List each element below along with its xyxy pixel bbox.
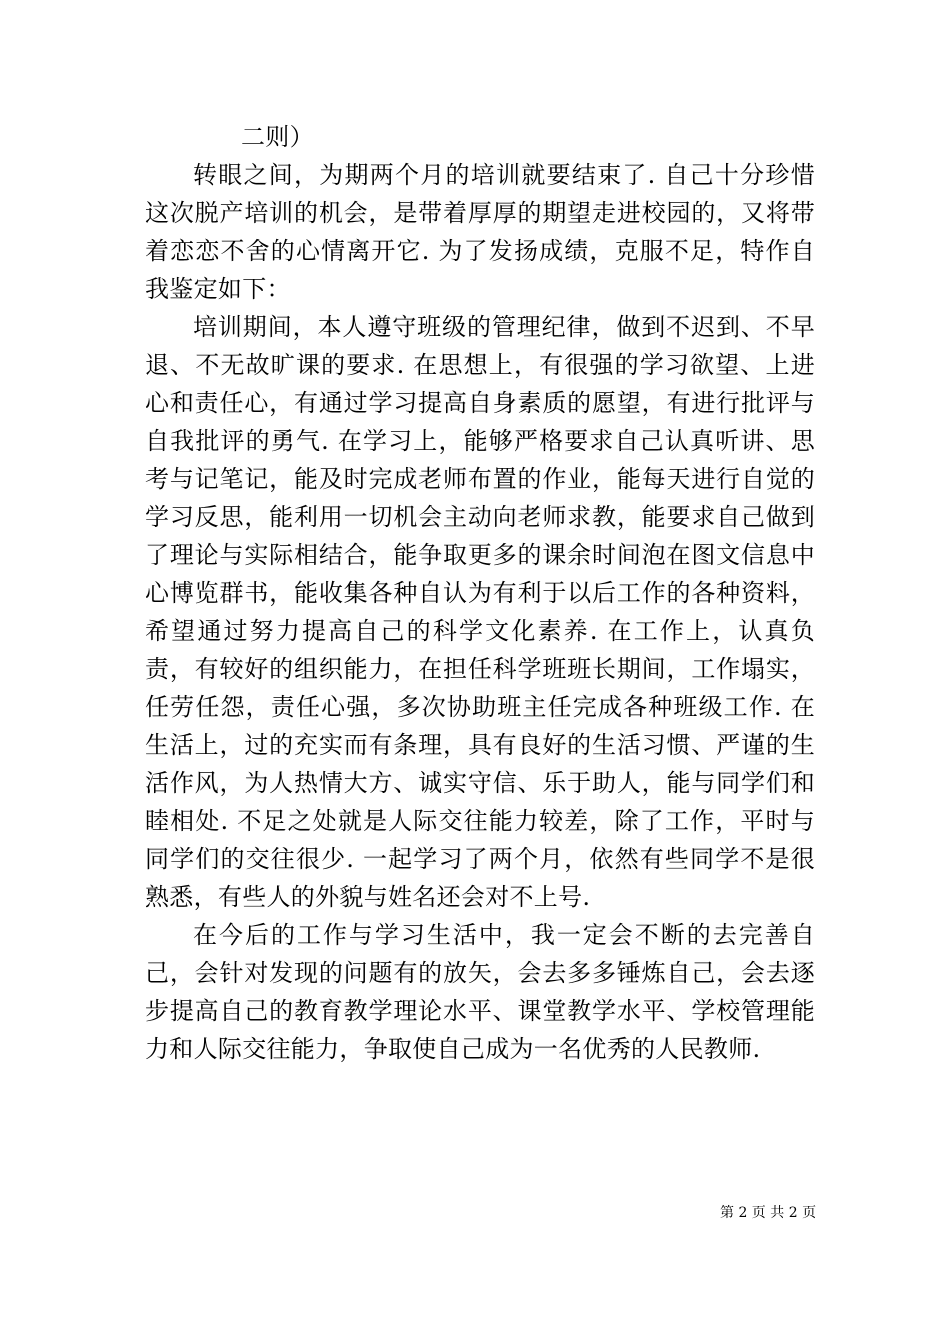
paragraph-heading-fragment: 二则）	[241, 123, 314, 151]
paragraph-training-review: 培训期间，本人遵守班级的管理纪律，做到不迟到、不早退、不无故旷课的要求. 在思想上，有很强的学习欲望、上进心和责任心，有通过学习提高自身素质的愿望，有进行批评与自我批评的勇气. 在学习上，能够严格要求自己认真听讲、思考与记笔记，能及时完成老师布置的作业，能每天进行自觉的学习反思，能利用一切机会主动向老师求教，能要求自己做到了理论与实际相结合，能争取更多的课余时间泡在图文信息中心博览群书，能收集各种自认为有利于以后工作的各种资料，希望通过努力提高自己的科学文化素养. 在工作上，认真负责，有较好的组织能力，在担任科学班班长期间，工作塌实，任劳任怨，责任心强，多次协助班主任完成各种班级工作. 在生活上，过的充实而有条理，具有良好的生活习惯、严谨的生活作风，为人热情大方、诚实守信、乐于助人，能与同学们和睦相处. 不足之处就是人际交往能力较差，除了工作，平时与同学们的交往很少. 一起学习了两个月，依然有些同学不是很熟悉，有些人的外貌与姓名还会对不上号.	[145, 313, 815, 911]
paragraph-intro: 转眼之间，为期两个月的培训就要结束了. 自己十分珍惜这次脱产培训的机会，是带着厚厚的期望走进校园的，又将带着恋恋不舍的心情离开它. 为了发扬成绩，克服不足，特作自我鉴定如下：	[145, 161, 815, 303]
page-number: 第 2 页 共 2 页	[720, 1205, 817, 1221]
paragraph-future-plan: 在今后的工作与学习生活中，我一定会不断的去完善自己，会针对发现的问题有的放矢，会去多多锤炼自己，会去逐步提高自己的教育教学理论水平、课堂教学水平、学校管理能力和人际交往能力，争取使自己成为一名优秀的人民教师.	[145, 921, 815, 1063]
document-body	[145, 118, 815, 1068]
